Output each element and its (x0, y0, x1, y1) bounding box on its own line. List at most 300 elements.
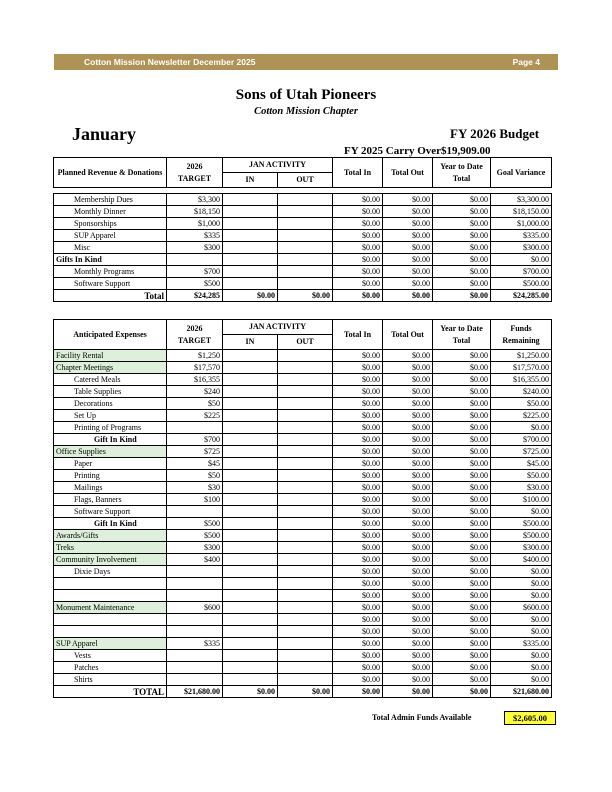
in-cell (223, 218, 278, 230)
in-cell (223, 206, 278, 218)
revenue-row (54, 218, 552, 230)
target-cell (167, 614, 223, 626)
target-cell: $1,250 (167, 350, 223, 362)
total-out-cell: $0.00 (383, 230, 433, 242)
expenses-row (54, 554, 552, 566)
remaining-cell: $600.00 (491, 602, 552, 614)
ytd-cell: $0.00 (433, 386, 491, 398)
remaining-cell: $0.00 (491, 590, 552, 602)
row-label: Shirts (54, 674, 167, 686)
remaining-cell: $0.00 (491, 626, 552, 638)
target-cell: $225 (167, 410, 223, 422)
total-in-cell: $0.00 (333, 482, 383, 494)
in-cell (223, 446, 278, 458)
expenses-table (53, 319, 552, 698)
total-out-cell: $0.00 (383, 590, 433, 602)
row-label: Gifts In Kind (54, 254, 167, 266)
total-total-out: $0.00 (383, 686, 433, 698)
in-cell (223, 254, 278, 266)
total-in-cell: $0.00 (333, 350, 383, 362)
total-out-cell: $0.00 (383, 674, 433, 686)
total-out-cell: $0.00 (383, 518, 433, 530)
in-cell (223, 638, 278, 650)
ytd-cell: $0.00 (433, 506, 491, 518)
remaining-cell: $1,000.00 (491, 218, 552, 230)
total-in-cell: $0.00 (333, 266, 383, 278)
target-cell (167, 590, 223, 602)
remaining-cell: $1,250.00 (491, 350, 552, 362)
out-cell (278, 626, 333, 638)
remaining-cell: $225.00 (491, 410, 552, 422)
total-ytd: $0.00 (433, 290, 491, 302)
row-label: Printing (54, 470, 167, 482)
total-out-cell: $0.00 (383, 194, 433, 206)
in-cell (223, 614, 278, 626)
out-cell (278, 278, 333, 290)
in-cell (223, 374, 278, 386)
total-out-cell: $0.00 (383, 626, 433, 638)
total-in-cell: $0.00 (333, 362, 383, 374)
total-out-cell: $0.00 (383, 602, 433, 614)
out-cell (278, 398, 333, 410)
total-out-cell: $0.00 (383, 242, 433, 254)
expenses-header-row (54, 320, 552, 335)
target-cell: $700 (167, 434, 223, 446)
total-in-cell: $0.00 (333, 422, 383, 434)
total-in-cell: $0.00 (333, 434, 383, 446)
total-out-cell: $0.00 (383, 614, 433, 626)
col-header-funds-remaining: Funds Remaining (491, 320, 552, 350)
ytd-cell: $0.00 (433, 446, 491, 458)
col-header-target: 2026 TARGET (167, 158, 223, 188)
total-in-cell: $0.00 (333, 566, 383, 578)
carry-over-label: FY 2025 Carry Over (344, 145, 442, 157)
ytd-cell: $0.00 (433, 422, 491, 434)
target-cell (167, 578, 223, 590)
ytd-cell: $0.00 (433, 434, 491, 446)
total-target: $24,285 (167, 290, 223, 302)
ytd-cell: $0.00 (433, 554, 491, 566)
expenses-row (54, 458, 552, 470)
out-cell (278, 218, 333, 230)
in-cell (223, 662, 278, 674)
total-out-cell: $0.00 (383, 638, 433, 650)
total-out-cell: $0.00 (383, 566, 433, 578)
out-cell (278, 362, 333, 374)
col-header-ytd-total: Year to Date Total (433, 158, 491, 188)
total-in-cell: $0.00 (333, 674, 383, 686)
out-cell (278, 350, 333, 362)
ytd-cell: $0.00 (433, 218, 491, 230)
in-cell (223, 398, 278, 410)
in-cell (223, 554, 278, 566)
row-label: Awards/Gifts (54, 530, 167, 542)
total-out-cell: $0.00 (383, 554, 433, 566)
total-target: $21,680.00 (167, 686, 223, 698)
total-in-cell: $0.00 (333, 518, 383, 530)
target-cell (167, 674, 223, 686)
target-cell: $17,570 (167, 362, 223, 374)
row-label: Treks (54, 542, 167, 554)
total-in-cell: $0.00 (333, 626, 383, 638)
revenue-table (53, 157, 552, 302)
remaining-cell: $50.00 (491, 398, 552, 410)
expenses-row (54, 470, 552, 482)
out-cell (278, 386, 333, 398)
col-header-jan-activity: JAN ACTIVITY (223, 158, 333, 173)
remaining-cell: $0.00 (491, 674, 552, 686)
out-cell (278, 254, 333, 266)
ytd-cell: $0.00 (433, 458, 491, 470)
remaining-cell: $0.00 (491, 566, 552, 578)
total-out-cell: $0.00 (383, 374, 433, 386)
total-in-cell: $0.00 (333, 506, 383, 518)
total-out-cell: $0.00 (383, 398, 433, 410)
out-cell (278, 446, 333, 458)
ytd-cell: $0.00 (433, 674, 491, 686)
col-header-planned-revenue: Planned Revenue & Donations (54, 158, 167, 188)
out-cell (278, 530, 333, 542)
ytd-cell: $0.00 (433, 194, 491, 206)
in-cell (223, 350, 278, 362)
row-label: Flags, Banners (54, 494, 167, 506)
in-cell (223, 530, 278, 542)
target-cell: $700 (167, 266, 223, 278)
row-label (54, 626, 167, 638)
col-header-in: IN (223, 173, 278, 188)
out-cell (278, 674, 333, 686)
col-header-ytd-total: Year to Date Total (433, 320, 491, 350)
total-out-cell: $0.00 (383, 482, 433, 494)
target-cell: $500 (167, 530, 223, 542)
target-cell: $18,150 (167, 206, 223, 218)
remaining-cell: $725.00 (491, 446, 552, 458)
expenses-row (54, 386, 552, 398)
target-cell: $600 (167, 602, 223, 614)
target-cell (167, 566, 223, 578)
remaining-cell: $500.00 (491, 278, 552, 290)
remaining-cell: $300.00 (491, 542, 552, 554)
in-cell (223, 242, 278, 254)
ytd-cell: $0.00 (433, 614, 491, 626)
ytd-cell: $0.00 (433, 530, 491, 542)
target-cell: $335 (167, 230, 223, 242)
row-label: SUP Apparel (54, 638, 167, 650)
out-cell (278, 434, 333, 446)
expenses-row (54, 674, 552, 686)
total-out-cell: $0.00 (383, 470, 433, 482)
in-cell (223, 650, 278, 662)
total-out-cell: $0.00 (383, 218, 433, 230)
total-in-cell: $0.00 (333, 218, 383, 230)
expenses-row (54, 614, 552, 626)
remaining-cell: $335.00 (491, 230, 552, 242)
revenue-row (54, 242, 552, 254)
ytd-cell: $0.00 (433, 626, 491, 638)
total-out-cell: $0.00 (383, 206, 433, 218)
total-in-cell: $0.00 (333, 398, 383, 410)
row-label: Printing of Programs (54, 422, 167, 434)
ytd-cell: $0.00 (433, 590, 491, 602)
expenses-row (54, 398, 552, 410)
total-in-cell: $0.00 (333, 542, 383, 554)
total-out-cell: $0.00 (383, 458, 433, 470)
in-cell (223, 626, 278, 638)
ytd-cell: $0.00 (433, 410, 491, 422)
expenses-row (54, 566, 552, 578)
revenue-header-row (54, 158, 552, 173)
out-cell (278, 590, 333, 602)
in-cell (223, 590, 278, 602)
target-cell (167, 506, 223, 518)
remaining-cell: $0.00 (491, 650, 552, 662)
in-cell (223, 602, 278, 614)
expenses-row (54, 650, 552, 662)
total-out-cell: $0.00 (383, 350, 433, 362)
total-in-cell: $0.00 (333, 410, 383, 422)
in-cell (223, 422, 278, 434)
total-label: TOTAL (54, 686, 167, 698)
total-in-cell: $0.00 (333, 458, 383, 470)
target-cell: $1,000 (167, 218, 223, 230)
target-cell (167, 626, 223, 638)
newsletter-title: Cotton Mission Newsletter December 2025 (84, 57, 256, 67)
in-cell (223, 362, 278, 374)
out-cell (278, 662, 333, 674)
row-label: Software Support (54, 278, 167, 290)
remaining-cell: $500.00 (491, 518, 552, 530)
page-title: Sons of Utah Pioneers (235, 87, 377, 103)
total-out-cell: $0.00 (383, 386, 433, 398)
row-label: Dixie Days (54, 566, 167, 578)
out-cell (278, 206, 333, 218)
ytd-cell: $0.00 (433, 254, 491, 266)
target-cell: $500 (167, 518, 223, 530)
out-cell (278, 566, 333, 578)
month-heading: January (72, 124, 137, 144)
revenue-row (54, 194, 552, 206)
row-label (54, 590, 167, 602)
out-cell (278, 554, 333, 566)
out-cell (278, 458, 333, 470)
remaining-cell: $0.00 (491, 422, 552, 434)
out-cell (278, 494, 333, 506)
total-in-cell: $0.00 (333, 242, 383, 254)
expenses-row (54, 638, 552, 650)
total-out-cell: $0.00 (383, 530, 433, 542)
total-in-cell: $0.00 (333, 206, 383, 218)
target-cell: $30 (167, 482, 223, 494)
ytd-cell: $0.00 (433, 206, 491, 218)
in-cell (223, 458, 278, 470)
row-label (54, 614, 167, 626)
admin-funds-value: $2,605.00 (504, 711, 556, 725)
col-header-total-out: Total Out (383, 158, 433, 188)
page-number: Page 4 (512, 57, 540, 67)
out-cell (278, 422, 333, 434)
row-label: Set Up (54, 410, 167, 422)
in-cell (223, 470, 278, 482)
row-label (54, 578, 167, 590)
expenses-row (54, 482, 552, 494)
out-cell (278, 542, 333, 554)
total-total-in: $0.00 (333, 290, 383, 302)
remaining-cell: $17,570.00 (491, 362, 552, 374)
total-out-cell: $0.00 (383, 650, 433, 662)
out-cell (278, 410, 333, 422)
total-out-cell: $0.00 (383, 362, 433, 374)
total-out-cell: $0.00 (383, 446, 433, 458)
remaining-cell: $3,300.00 (491, 194, 552, 206)
row-label: Decorations (54, 398, 167, 410)
expenses-row (54, 602, 552, 614)
remaining-cell: $0.00 (491, 662, 552, 674)
row-label: SUP Apparel (54, 230, 167, 242)
expenses-row (54, 374, 552, 386)
total-in: $0.00 (223, 686, 278, 698)
col-header-anticipated-expenses: Anticipated Expenses (54, 320, 167, 350)
total-out-cell: $0.00 (383, 422, 433, 434)
expenses-row (54, 494, 552, 506)
ytd-cell: $0.00 (433, 374, 491, 386)
expenses-row (54, 626, 552, 638)
out-cell (278, 482, 333, 494)
remaining-cell: $45.00 (491, 458, 552, 470)
out-cell (278, 578, 333, 590)
row-label: Paper (54, 458, 167, 470)
out-cell (278, 638, 333, 650)
in-cell (223, 566, 278, 578)
row-label: Office Supplies (54, 446, 167, 458)
target-cell: $16,355 (167, 374, 223, 386)
target-cell: $300 (167, 242, 223, 254)
revenue-row (54, 278, 552, 290)
target-cell (167, 422, 223, 434)
total-in-cell: $0.00 (333, 578, 383, 590)
row-label: Facility Rental (54, 350, 167, 362)
expenses-row (54, 506, 552, 518)
row-label: Vests (54, 650, 167, 662)
ytd-cell: $0.00 (433, 662, 491, 674)
revenue-row (54, 206, 552, 218)
col-header-in: IN (223, 335, 278, 350)
admin-funds-label: Total Admin Funds Available (372, 713, 472, 722)
expenses-row (54, 662, 552, 674)
col-header-jan-activity: JAN ACTIVITY (223, 320, 333, 335)
remaining-cell: $700.00 (491, 434, 552, 446)
in-cell (223, 518, 278, 530)
total-in-cell: $0.00 (333, 530, 383, 542)
in-cell (223, 506, 278, 518)
total-out: $0.00 (278, 686, 333, 698)
remaining-cell: $100.00 (491, 494, 552, 506)
row-label: Gift In Kind (54, 434, 167, 446)
page-subtitle: Cotton Mission Chapter (254, 106, 358, 117)
in-cell (223, 542, 278, 554)
remaining-cell: $500.00 (491, 530, 552, 542)
ytd-cell: $0.00 (433, 638, 491, 650)
total-in-cell: $0.00 (333, 590, 383, 602)
expenses-row (54, 542, 552, 554)
in-cell (223, 578, 278, 590)
expenses-row (54, 530, 552, 542)
total-out-cell: $0.00 (383, 434, 433, 446)
ytd-cell: $0.00 (433, 518, 491, 530)
out-cell (278, 614, 333, 626)
row-label: Monument Maintenance (54, 602, 167, 614)
col-header-out: OUT (278, 335, 333, 350)
out-cell (278, 602, 333, 614)
total-in-cell: $0.00 (333, 254, 383, 266)
total-in-cell: $0.00 (333, 614, 383, 626)
in-cell (223, 482, 278, 494)
ytd-cell: $0.00 (433, 278, 491, 290)
row-label: Sponsorships (54, 218, 167, 230)
row-label: Misc (54, 242, 167, 254)
expenses-row (54, 350, 552, 362)
out-cell (278, 374, 333, 386)
row-label: Patches (54, 662, 167, 674)
row-label: Membership Dues (54, 194, 167, 206)
expenses-row (54, 590, 552, 602)
ytd-cell: $0.00 (433, 542, 491, 554)
revenue-row (54, 266, 552, 278)
remaining-cell: $0.00 (491, 254, 552, 266)
total-out-cell: $0.00 (383, 278, 433, 290)
newsletter-header-bar (54, 54, 558, 70)
in-cell (223, 266, 278, 278)
remaining-cell: $300.00 (491, 242, 552, 254)
target-cell: $300 (167, 542, 223, 554)
remaining-cell: $0.00 (491, 506, 552, 518)
total-out-cell: $0.00 (383, 506, 433, 518)
total-last: $21,680.00 (491, 686, 552, 698)
row-label: Gift In Kind (54, 518, 167, 530)
total-in-cell: $0.00 (333, 554, 383, 566)
in-cell (223, 674, 278, 686)
expenses-row (54, 434, 552, 446)
in-cell (223, 410, 278, 422)
row-label: Mailings (54, 482, 167, 494)
out-cell (278, 230, 333, 242)
total-out: $0.00 (278, 290, 333, 302)
target-cell (167, 254, 223, 266)
remaining-cell: $0.00 (491, 614, 552, 626)
ytd-cell: $0.00 (433, 398, 491, 410)
revenue-row (54, 230, 552, 242)
remaining-cell: $240.00 (491, 386, 552, 398)
col-header-total-in: Total In (333, 158, 383, 188)
total-in-cell: $0.00 (333, 230, 383, 242)
total-in: $0.00 (223, 290, 278, 302)
ytd-cell: $0.00 (433, 578, 491, 590)
remaining-cell: $335.00 (491, 638, 552, 650)
total-out-cell: $0.00 (383, 542, 433, 554)
target-cell: $400 (167, 554, 223, 566)
row-label: Chapter Meetings (54, 362, 167, 374)
expenses-row (54, 518, 552, 530)
total-in-cell: $0.00 (333, 194, 383, 206)
total-total-out: $0.00 (383, 290, 433, 302)
out-cell (278, 242, 333, 254)
target-cell: $50 (167, 398, 223, 410)
row-label: Software Support (54, 506, 167, 518)
total-in-cell: $0.00 (333, 638, 383, 650)
remaining-cell: $50.00 (491, 470, 552, 482)
out-cell (278, 518, 333, 530)
out-cell (278, 194, 333, 206)
target-cell: $50 (167, 470, 223, 482)
